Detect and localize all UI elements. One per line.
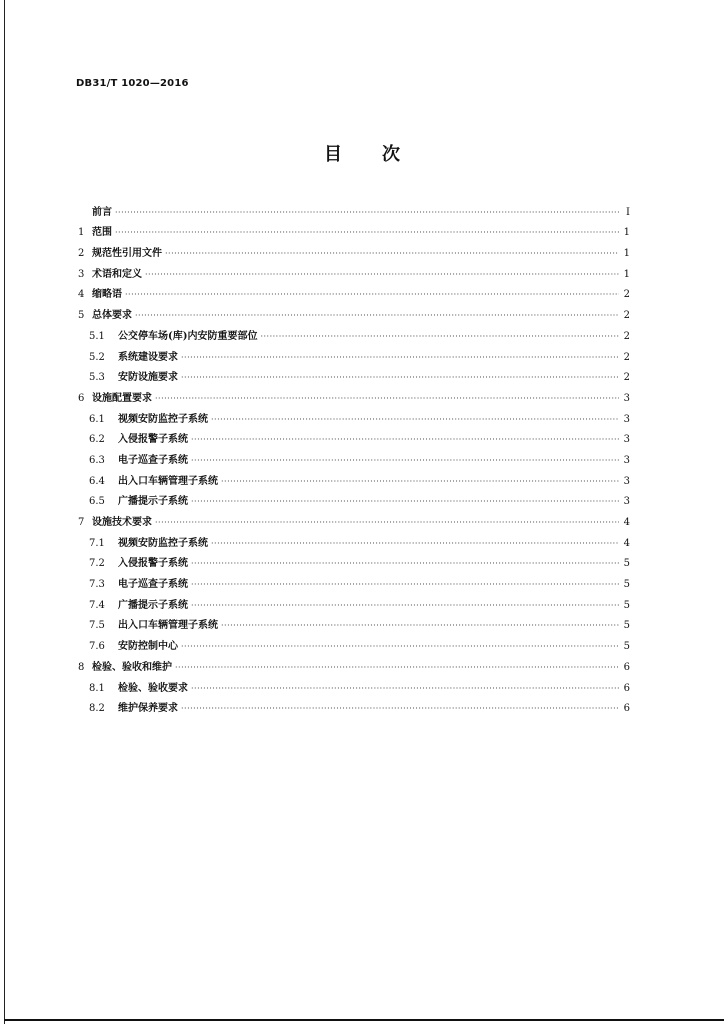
toc-entry[interactable] xyxy=(78,239,630,260)
toc-dot-leader xyxy=(175,662,619,674)
scan-edge-bottom xyxy=(4,1019,724,1021)
toc-entry-page: 5 xyxy=(623,558,630,570)
toc-entry-title: 维护保养要求 xyxy=(118,703,178,715)
toc-entry-page: 5 xyxy=(623,620,630,632)
toc-entry-number: 5.2 xyxy=(89,351,105,363)
toc-dot-leader xyxy=(191,455,619,467)
table-of-contents xyxy=(78,198,630,715)
toc-entry-number: 4 xyxy=(78,289,85,301)
toc-heading-char-2: 次 xyxy=(382,144,400,165)
toc-entry-title: 规范性引用文件 xyxy=(92,248,162,260)
toc-entry[interactable] xyxy=(78,653,630,674)
toc-entry-page: 3 xyxy=(623,413,630,425)
toc-entry[interactable] xyxy=(78,322,630,343)
standard-code: DB31/T 1020—2016 xyxy=(76,78,189,89)
toc-dot-leader xyxy=(191,558,619,570)
toc-entry-page: 3 xyxy=(623,475,630,487)
toc-entry-page: 5 xyxy=(623,641,630,653)
toc-entry-page: 4 xyxy=(623,517,630,528)
toc-entry[interactable] xyxy=(78,591,630,612)
toc-dot-leader xyxy=(181,641,619,653)
toc-entry-page: 4 xyxy=(623,537,630,549)
toc-entry-title: 前言 xyxy=(92,206,112,218)
toc-entry-title: 入侵报警子系统 xyxy=(118,558,188,570)
toc-entry-page: 6 xyxy=(623,682,630,694)
toc-entry-page: 1 xyxy=(623,227,630,239)
toc-entry-page: 3 xyxy=(623,496,630,508)
toc-entry-title: 设施配置要求 xyxy=(92,392,152,404)
toc-entry-number: 7.4 xyxy=(89,599,105,611)
toc-entry-number: 2 xyxy=(78,248,85,260)
toc-dot-leader xyxy=(155,517,619,529)
toc-entry-page: 3 xyxy=(623,434,630,446)
toc-dot-leader xyxy=(211,414,619,426)
toc-entry-title: 电子巡查子系统 xyxy=(118,454,188,466)
toc-dot-leader xyxy=(191,600,619,612)
toc-entry-page: 3 xyxy=(623,454,630,466)
toc-entry-number: 7.3 xyxy=(89,579,105,591)
toc-entry-number: 6 xyxy=(78,392,85,404)
toc-entry[interactable] xyxy=(78,384,630,405)
toc-entry-number: 6.3 xyxy=(89,454,105,466)
toc-dot-leader xyxy=(135,310,619,322)
toc-entry-title: 入侵报警子系统 xyxy=(118,434,188,446)
toc-entry[interactable] xyxy=(78,612,630,633)
toc-heading xyxy=(0,140,724,166)
toc-dot-leader xyxy=(115,207,619,219)
toc-entry-page: 5 xyxy=(623,599,630,611)
toc-dot-leader xyxy=(165,248,619,260)
toc-entry[interactable] xyxy=(78,281,630,302)
toc-entry-title: 总体要求 xyxy=(92,310,132,322)
toc-entry-number: 8.2 xyxy=(89,703,105,715)
toc-dot-leader xyxy=(191,683,619,695)
toc-dot-leader xyxy=(181,352,619,364)
toc-dot-leader xyxy=(260,331,619,343)
toc-entry-page: 2 xyxy=(623,310,630,322)
toc-entry[interactable] xyxy=(78,405,630,426)
toc-entry-title: 广播提示子系统 xyxy=(118,599,188,611)
toc-entry-number: 6.1 xyxy=(89,413,105,425)
toc-entry-title: 缩略语 xyxy=(92,289,122,301)
toc-entry-title: 检验、验收要求 xyxy=(118,682,188,694)
toc-entry[interactable] xyxy=(78,508,630,529)
toc-entry-title: 出入口车辆管理子系统 xyxy=(118,475,218,487)
toc-entry-number: 6.5 xyxy=(89,496,105,508)
toc-entry-number: 5 xyxy=(78,310,85,322)
toc-entry-title: 安防设施要求 xyxy=(118,372,178,384)
toc-dot-leader xyxy=(221,620,619,632)
toc-entry[interactable] xyxy=(78,674,630,695)
toc-entry[interactable] xyxy=(78,529,630,550)
toc-dot-leader xyxy=(191,579,619,591)
toc-entry[interactable] xyxy=(78,219,630,240)
toc-entry-number: 3 xyxy=(78,268,85,280)
toc-dot-leader xyxy=(115,227,619,239)
toc-entry-title: 系统建设要求 xyxy=(118,351,178,363)
toc-entry-title: 范围 xyxy=(92,227,112,239)
toc-entry-page: 1 xyxy=(623,248,630,260)
toc-entry-title: 安防控制中心 xyxy=(118,641,178,653)
toc-entry-page: 2 xyxy=(623,372,630,384)
toc-entry-title: 视频安防监控子系统 xyxy=(118,537,208,549)
toc-entry-title: 广播提示子系统 xyxy=(118,496,188,508)
toc-entry[interactable] xyxy=(78,426,630,447)
toc-entry-number: 7 xyxy=(78,517,85,528)
toc-entry-number: 5.3 xyxy=(89,372,105,384)
toc-entry-page: 5 xyxy=(623,579,630,591)
toc-entry-number: 7.6 xyxy=(89,641,105,653)
toc-entry-number: 8 xyxy=(78,661,85,673)
toc-entry-title: 电子巡查子系统 xyxy=(118,579,188,591)
toc-entry[interactable] xyxy=(78,550,630,571)
toc-entry-page: 2 xyxy=(623,351,630,363)
toc-entry-page: 6 xyxy=(623,661,630,673)
toc-dot-leader xyxy=(221,476,619,488)
toc-entry-title: 检验、验收和维护 xyxy=(92,661,172,673)
toc-entry[interactable] xyxy=(78,488,630,509)
toc-entry-page: 1 xyxy=(623,268,630,280)
toc-dot-leader xyxy=(211,538,619,550)
toc-dot-leader xyxy=(145,269,619,281)
toc-entry-page: 3 xyxy=(623,392,630,404)
toc-entry-page: 6 xyxy=(623,703,630,715)
toc-entry-page: 2 xyxy=(623,289,630,301)
toc-entry[interactable] xyxy=(78,364,630,385)
toc-dot-leader xyxy=(181,703,619,715)
toc-entry[interactable] xyxy=(78,260,630,281)
toc-entry-title: 出入口车辆管理子系统 xyxy=(118,620,218,632)
toc-entry[interactable] xyxy=(78,570,630,591)
toc-entry-number: 1 xyxy=(78,227,85,239)
toc-entry[interactable] xyxy=(78,446,630,467)
toc-dot-leader xyxy=(191,434,619,446)
toc-entry[interactable] xyxy=(78,632,630,653)
toc-entry-number: 7.2 xyxy=(89,558,105,570)
toc-entry-page: 2 xyxy=(623,330,630,342)
toc-heading-char-1: 目 xyxy=(324,144,342,165)
toc-entry-number: 5.1 xyxy=(89,330,105,342)
toc-entry-number: 8.1 xyxy=(89,682,105,694)
toc-entry-number: 7.5 xyxy=(89,620,105,632)
toc-entry-title: 设施技术要求 xyxy=(92,517,152,528)
toc-entry[interactable] xyxy=(78,343,630,364)
toc-dot-leader xyxy=(155,393,619,405)
toc-dot-leader xyxy=(125,289,619,301)
toc-entry-number: 6.4 xyxy=(89,475,105,487)
toc-entry-title: 公交停车场(库)内安防重要部位 xyxy=(118,330,258,342)
toc-dot-leader xyxy=(191,496,619,508)
toc-entry-number: 6.2 xyxy=(89,434,105,446)
toc-dot-leader xyxy=(181,372,619,384)
toc-entry-title: 术语和定义 xyxy=(92,268,142,280)
toc-entry[interactable] xyxy=(78,695,630,716)
toc-entry-number: 7.1 xyxy=(89,537,105,549)
toc-entry[interactable] xyxy=(78,301,630,322)
toc-entry-page: Ⅰ xyxy=(626,206,630,218)
toc-entry-title: 视频安防监控子系统 xyxy=(118,413,208,425)
toc-entry[interactable] xyxy=(78,467,630,488)
toc-entry[interactable] xyxy=(78,198,630,219)
